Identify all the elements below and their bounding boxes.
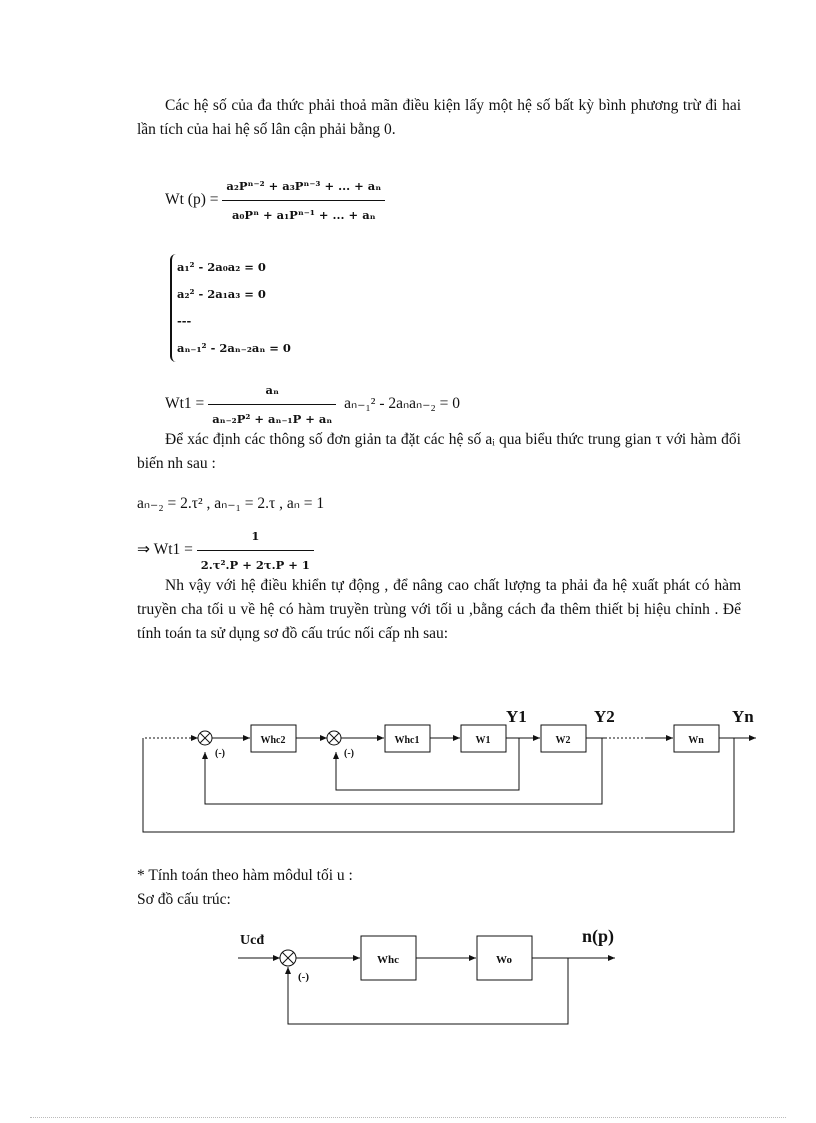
equation-wt-lhs: Wt (p) = [165, 191, 219, 209]
output-label-y1: Y1 [506, 707, 527, 726]
equation-wt-numerator: a₂Pⁿ⁻² + a₃Pⁿ⁻³ + ... + aₙ [222, 174, 385, 201]
heading-modulus-method: * Tính toán theo hàm môdul tối u : [137, 867, 353, 884]
paragraph-cascade-intro: Nh vậy với hệ điều khiển tự động , để nâng cao chất lượng ta phải đa hệ xuất phát có hàm truyền cha tối u về hệ có hàm truyền trùng với tối u ,bằng cách đa thêm thiết bị hiệu chỉnh . Để tính toán ta sử dụng sơ đồ cấu trúc nối cấp nh sau: [137, 577, 741, 642]
equation-substitution: aₙ₋₂ = 2.τ² , aₙ₋₁ = 2.τ , aₙ = 1 [137, 495, 325, 512]
equation-wt1-condition: aₙ₋₁² - 2aₙaₙ₋₂ = 0 [344, 395, 461, 413]
system-line: a₁² - 2a₀a₂ = 0 [177, 260, 266, 274]
equation-wt1-denominator: aₙ₋₂P² + aₙ₋₁P + aₙ [212, 412, 333, 426]
negative-sign: (-) [344, 748, 354, 759]
block-label: Whc1 [394, 735, 420, 746]
block-label: Wn [688, 735, 704, 746]
output-label-yn: Yn [732, 707, 754, 726]
equation-wt1-lhs: Wt1 = [165, 395, 205, 413]
input-label: Ucđ [240, 933, 265, 948]
heading-structure: Sơ đồ cấu trúc: [137, 891, 231, 908]
negative-sign: (-) [298, 971, 309, 983]
system-line: --- [177, 314, 192, 328]
page-bottom-divider [30, 1117, 786, 1118]
equation-result-numerator: 1 [197, 524, 314, 551]
output-label: n(p) [582, 926, 615, 946]
block-label: W2 [555, 735, 571, 746]
equation-wt1 [165, 378, 460, 431]
block-label: Whc2 [260, 735, 286, 746]
equation-result [137, 524, 314, 577]
paragraph-coefficient-condition: Các hệ số của đa thức phải thoả mãn điều kiện lấy một hệ số bất kỳ bình phương trừ đi hai lần tích của hai hệ số lân cận phải bằng 0. [137, 97, 741, 138]
block-label: Whc [377, 954, 399, 966]
block-label: W1 [475, 735, 491, 746]
cascade-block-diagram [120, 700, 780, 840]
modulus-block-diagram [230, 922, 630, 1032]
system-line: aₙ₋₁² - 2aₙ₋₂aₙ = 0 [177, 341, 291, 355]
negative-sign: (-) [215, 748, 225, 759]
block-label: Wo [496, 954, 512, 966]
equation-wt [165, 174, 385, 227]
equation-result-denominator: 2.τ².P + 2τ.P + 1 [200, 558, 310, 572]
equation-result-lhs: ⇒ Wt1 = [137, 541, 193, 559]
output-label-y2: Y2 [594, 707, 615, 726]
coefficient-system [170, 254, 337, 362]
equation-wt-denominator: a₀Pⁿ + a₁Pⁿ⁻¹ + ... + aₙ [231, 208, 376, 222]
equation-wt1-numerator: aₙ [208, 378, 336, 405]
system-line: a₂² - 2a₁a₃ = 0 [177, 287, 266, 301]
paragraph-parameters: Để xác định các thông số đơn giản ta đặt các hệ số aᵢ qua biểu thức trung gian τ với hàm đổi biến nh sau : [137, 431, 741, 472]
